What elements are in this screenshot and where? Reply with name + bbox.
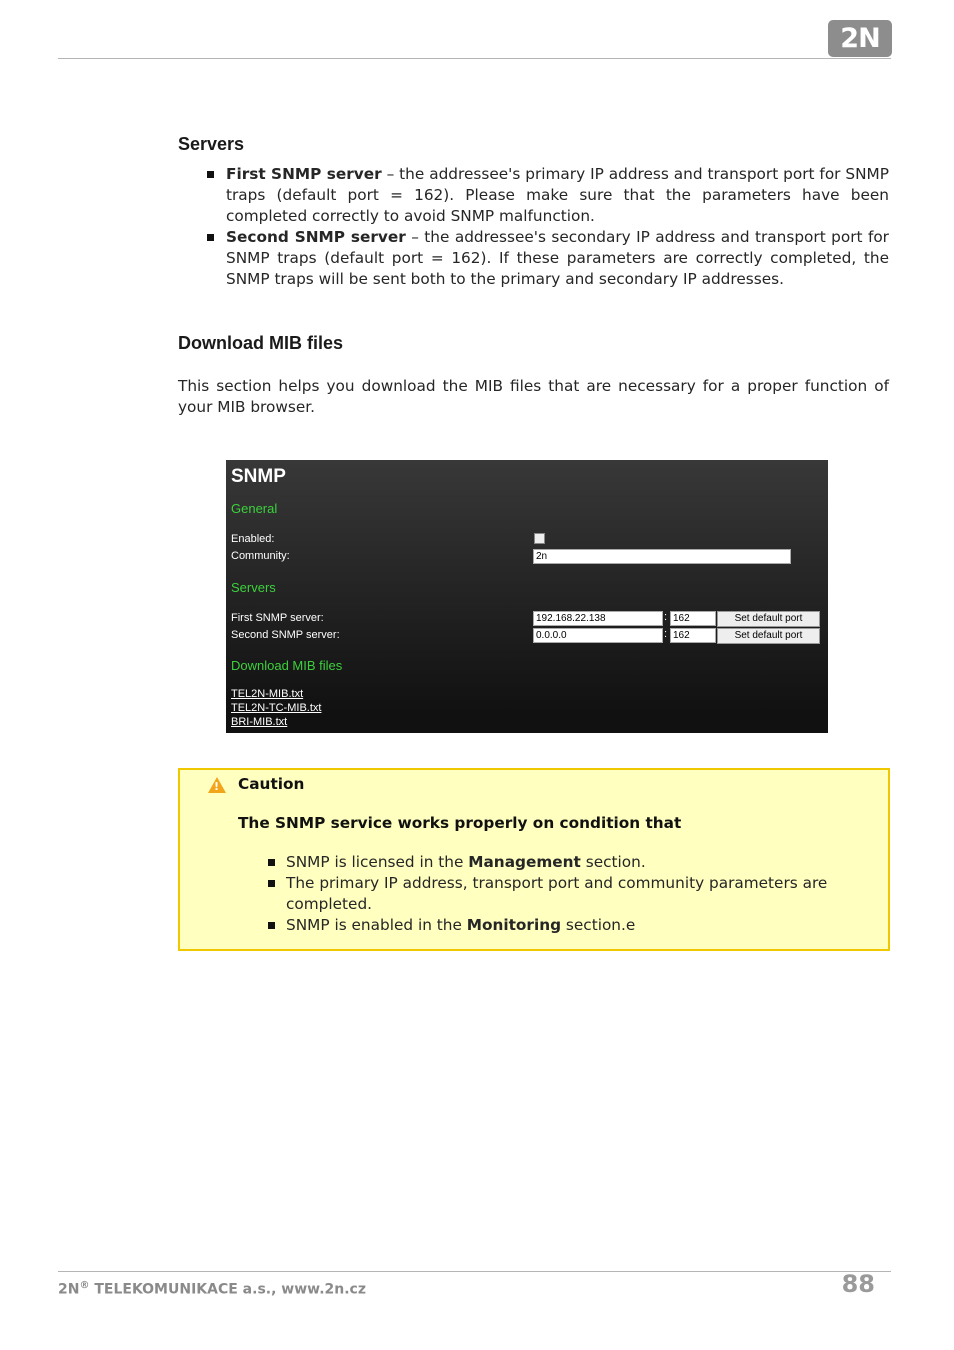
footer-divider bbox=[58, 1271, 891, 1272]
second-set-default-port-button[interactable]: Set default port bbox=[717, 628, 820, 644]
second-server-port-input[interactable]: 162 bbox=[670, 628, 716, 643]
download-paragraph: This section helps you download the MIB files that are necessary for a proper function of your MIB browser. bbox=[178, 377, 889, 416]
enabled-checkbox[interactable] bbox=[534, 533, 545, 544]
caution-title: Caution bbox=[238, 775, 305, 793]
community-label: Community: bbox=[231, 550, 290, 562]
list-item-term: First SNMP server bbox=[226, 165, 382, 183]
list-item bbox=[266, 873, 876, 915]
second-server-label: Second SNMP server: bbox=[231, 629, 340, 641]
servers-list bbox=[206, 164, 889, 290]
logo-2n: 2N bbox=[828, 20, 892, 57]
list-item-text: SNMP is licensed in the bbox=[286, 853, 469, 871]
snmp-title: SNMP bbox=[231, 466, 286, 487]
second-server-ip-input[interactable]: 0.0.0.0 bbox=[533, 628, 663, 643]
mib-link-bri[interactable]: BRI-MIB.txt bbox=[231, 716, 288, 728]
list-item-text: – the addressee's primary IP address and transport port for SNMP traps (default port = 162). Please make sure that the parameters have been completed correctly to avoid SNMP malfunction. bbox=[226, 165, 889, 225]
list-item-emphasis: Monitoring bbox=[466, 916, 562, 934]
list-item-text: SNMP is enabled in the bbox=[286, 916, 467, 934]
port-separator: : bbox=[664, 628, 668, 640]
mib-link-tel2n[interactable]: TEL2N-MIB.txt bbox=[231, 688, 304, 700]
list-item-text: – the addressee's secondary IP address and transport port for SNMP traps (default port = 162). If these parameters are correctly completed, the SNMP traps will be sent both to the primary and secondary IP addresses. bbox=[226, 228, 889, 288]
general-section-label: General bbox=[231, 501, 278, 516]
footer-company bbox=[58, 1280, 366, 1298]
list-item-text: section. bbox=[580, 853, 646, 871]
snmp-screenshot bbox=[226, 460, 828, 733]
first-server-label: First SNMP server: bbox=[231, 612, 324, 624]
list-item bbox=[266, 915, 876, 936]
footer-reg: ® bbox=[79, 1280, 90, 1291]
servers-heading: Servers bbox=[178, 134, 245, 154]
list-item-text: The primary IP address, transport port and community parameters are completed. bbox=[286, 874, 828, 913]
download-section-label: Download MIB files bbox=[231, 658, 343, 673]
list-item bbox=[266, 852, 876, 873]
first-server-ip-input[interactable]: 192.168.22.138 bbox=[533, 611, 663, 626]
first-server-port-input[interactable]: 162 bbox=[670, 611, 716, 626]
download-heading: Download MIB files bbox=[178, 333, 344, 353]
header-divider bbox=[58, 58, 891, 59]
footer-company-text: TELEKOMUNIKACE a.s., www.2n.cz bbox=[89, 1281, 366, 1298]
list-item-text: section.e bbox=[561, 916, 636, 934]
first-set-default-port-button[interactable]: Set default port bbox=[717, 611, 820, 627]
list-item bbox=[206, 227, 889, 290]
community-input[interactable]: 2n bbox=[533, 549, 791, 564]
port-separator: : bbox=[664, 611, 668, 623]
mib-link-tel2n-tc[interactable]: TEL2N-TC-MIB.txt bbox=[231, 702, 322, 714]
caution-list bbox=[266, 852, 876, 936]
enabled-label: Enabled: bbox=[231, 533, 275, 545]
list-item bbox=[206, 164, 889, 227]
footer-brand: 2N bbox=[58, 1281, 80, 1298]
warning-icon: ! bbox=[208, 777, 226, 793]
page-number: 88 bbox=[841, 1270, 875, 1298]
servers-section-label: Servers bbox=[231, 580, 276, 595]
list-item-term: Second SNMP server bbox=[226, 228, 406, 246]
caution-subtitle: The SNMP service works properly on condition that bbox=[238, 814, 682, 832]
caution-box bbox=[178, 768, 890, 951]
list-item-emphasis: Management bbox=[468, 853, 581, 871]
